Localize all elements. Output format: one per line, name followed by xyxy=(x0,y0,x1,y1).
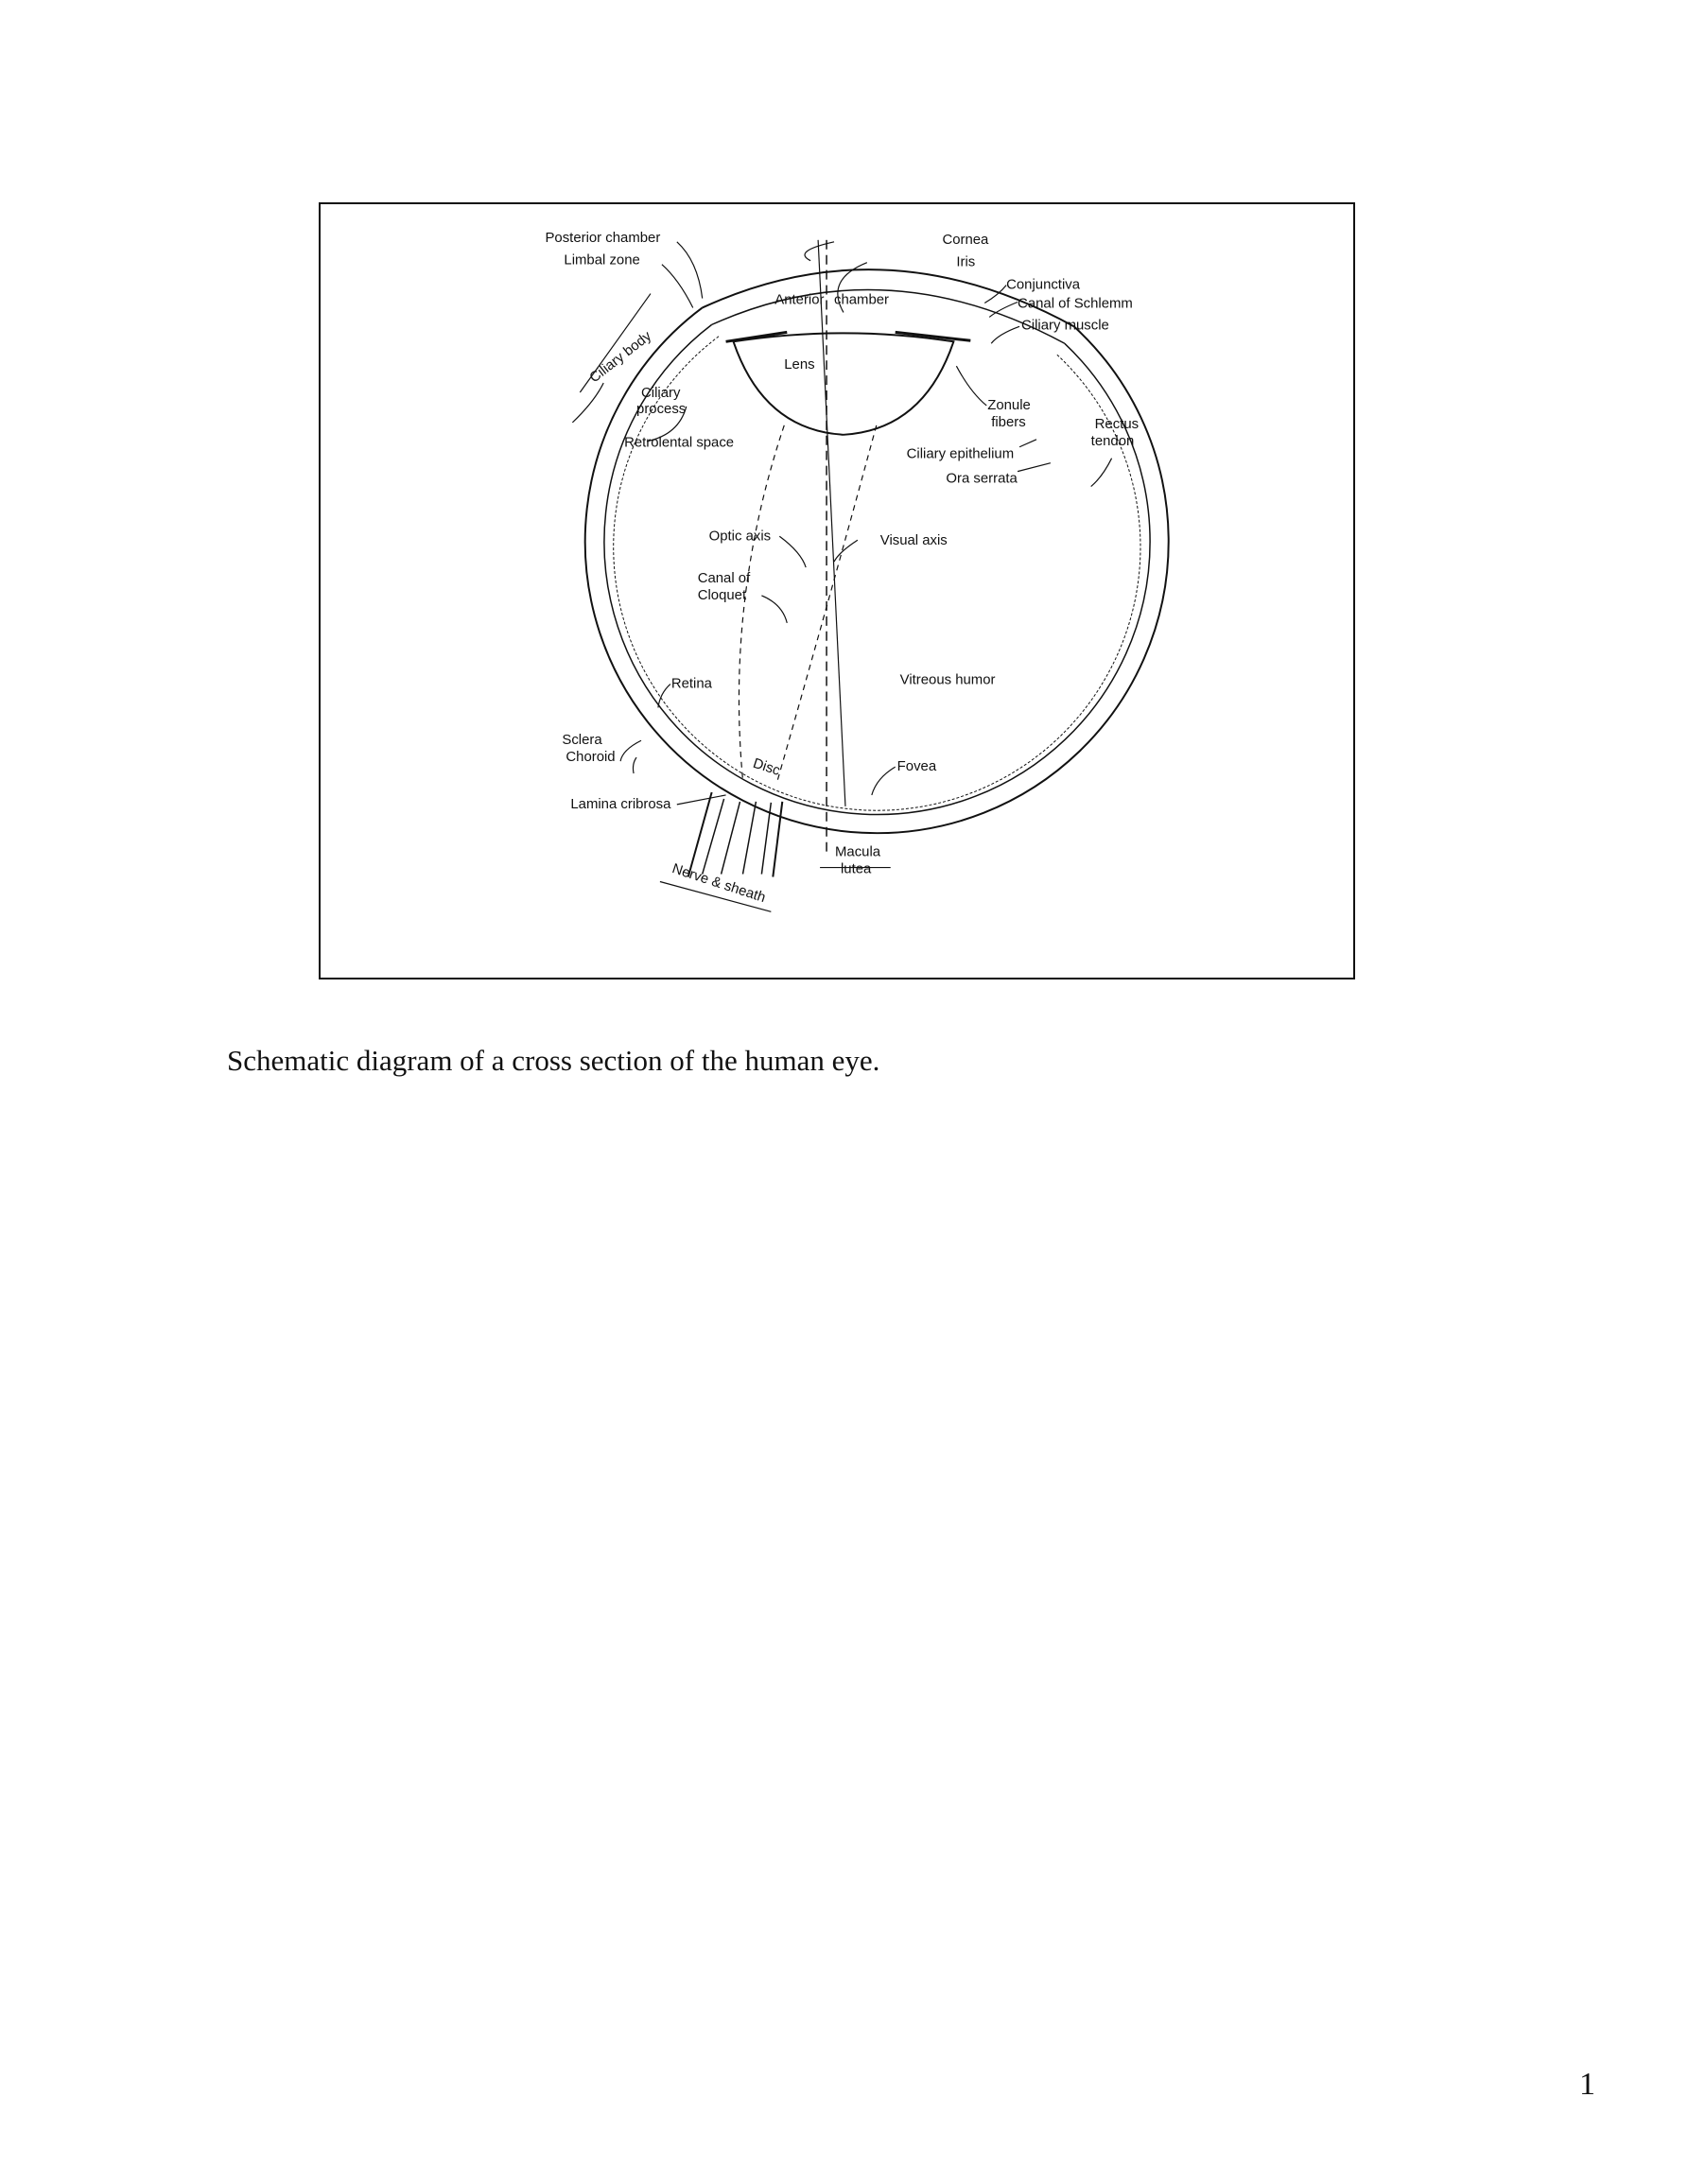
label-vitreous-humor: Vitreous humor xyxy=(899,671,996,688)
label-canal-of-schlemm: Canal of Schlemm xyxy=(1018,295,1133,312)
retina-layer xyxy=(614,336,1140,810)
label-optic-axis: Optic axis xyxy=(708,528,772,545)
label-rectus-tendon-1: Rectus xyxy=(1094,415,1140,432)
label-disc: Disc xyxy=(751,754,783,779)
label-ciliary-process-1: Ciliary xyxy=(641,385,681,402)
label-fovea: Fovea xyxy=(896,758,937,775)
label-zonule-fibers-2: fibers xyxy=(991,413,1026,430)
label-retrolental-space: Retrolental space xyxy=(624,434,735,451)
optic-nerve-left xyxy=(688,792,712,877)
label-sclera: Sclera xyxy=(562,732,602,749)
figure-frame xyxy=(319,202,1355,979)
visual-axis-line xyxy=(818,240,845,806)
label-ciliary-process-2: process xyxy=(636,400,687,417)
eye-cross-section-diagram xyxy=(321,204,1353,978)
label-retina: Retina xyxy=(670,675,712,692)
label-limbal-zone: Limbal zone xyxy=(564,251,640,269)
label-ciliary-body: Ciliary body xyxy=(586,327,655,387)
lens-shape xyxy=(734,333,954,434)
label-iris: Iris xyxy=(956,253,976,270)
canal-of-cloquet xyxy=(739,425,876,780)
page-number: 1 xyxy=(1579,2067,1595,2102)
label-canal-of-cloquet-1: Canal of xyxy=(697,570,751,587)
label-choroid: Choroid xyxy=(566,749,616,766)
label-lens: Lens xyxy=(784,356,815,373)
label-zonule-fibers-1: Zonule xyxy=(987,396,1031,413)
label-cornea: Cornea xyxy=(942,231,989,248)
choroid-layer xyxy=(604,324,1150,814)
nerve-fibers xyxy=(703,799,772,875)
label-lamina-cribrosa: Lamina cribrosa xyxy=(570,795,671,812)
optic-nerve-right xyxy=(773,802,782,877)
label-conjunctiva: Conjunctiva xyxy=(1006,276,1081,293)
label-visual-axis: Visual axis xyxy=(879,532,948,549)
label-ciliary-muscle: Ciliary muscle xyxy=(1021,317,1109,334)
label-anterior-chamber-1: Anterior xyxy=(774,291,825,308)
label-macula-lutea-2: lutea xyxy=(840,860,872,877)
label-rectus-tendon-2: tendon xyxy=(1090,432,1135,449)
figure-caption: Schematic diagram of a cross section of the human eye. xyxy=(227,1044,880,1077)
label-anterior-chamber-2: chamber xyxy=(834,291,890,308)
label-canal-of-cloquet-2: Cloquet xyxy=(697,586,747,603)
label-ora-serrata: Ora serrata xyxy=(946,470,1018,487)
label-nerve-and-sheath: Nerve & sheath xyxy=(670,860,768,907)
label-macula-lutea-1: Macula xyxy=(835,843,881,860)
label-posterior-chamber: Posterior chamber xyxy=(545,229,661,246)
label-ciliary-epithelium: Ciliary epithelium xyxy=(906,445,1015,462)
